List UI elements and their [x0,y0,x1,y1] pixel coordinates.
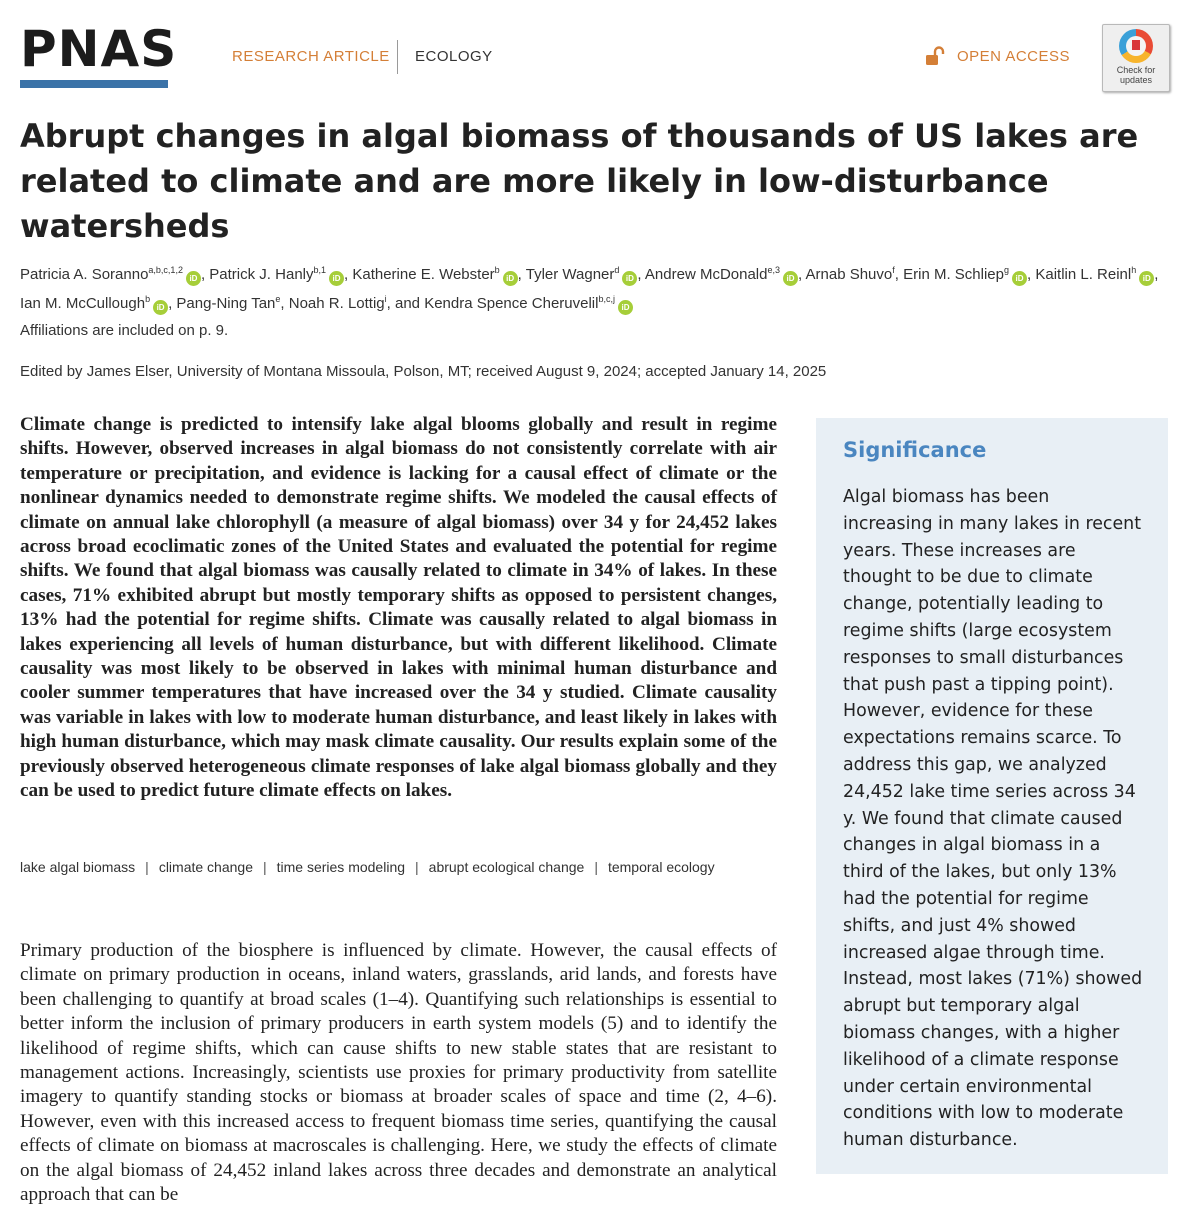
check-for-updates-label: Check for updates [1116,65,1156,85]
orcid-icon[interactable]: iD [153,300,168,315]
header-divider [397,40,398,74]
keyword-separator: | [594,859,598,875]
keyword[interactable]: abrupt ecological change [428,859,585,875]
keyword-separator: | [415,859,419,875]
affiliations-note[interactable]: Affiliations are included on p. 9. [20,322,229,339]
open-access-badge [925,46,1070,66]
keyword-list [20,857,740,877]
crossmark-icon [1119,29,1153,63]
author-name[interactable]: Andrew McDonald [644,266,768,283]
author-affiliation-marker: f [892,265,895,275]
pnas-logo[interactable] [20,20,178,88]
abstract: Climate change is predicted to intensify lake algal blooms globally and result in regime shifts. However, observed increases in algal biomass do not consistently correlate with air temperature or precipitation, and evidence is lacking for a causal effect of climate or the nonlinear dynamics needed to demonstrate regime shifts. We modeled the causal effects of climate on annual lake chlorophyll (a measure of algal biomass) over 34 y for 24,452 lakes across broad ecoclimatic zones of the United States and evaluated the potential for regime shifts. We found that algal biomass was causally related to climate in 34% of lakes. In these cases, 71% exhibited abrupt but mostly temporary shifts as opposed to persistent changes, 13% had the potential for regime shifts. Climate was causally related to algal biomass in lakes experiencing all levels of human disturbance, but with different likelihood. Climate causality was most likely to be observed in lakes with minimal human disturbance and cooler summer temperatures that have increased over the 34 y studied. Climate causality was variable in lakes with low to moderate human disturbance, and least likely in lakes with high human disturbance, which may mask climate causality. Our results explain some of the previously observed heterogeneous climate responses of lake algal biomass globally and they can be used to predict future climate effects on lakes. [20,414,777,802]
logo-underline [20,80,168,88]
author-name[interactable]: Erin M. Schliep [903,266,1004,283]
author-affiliation-marker: d [614,265,620,275]
author-affiliation-marker: g [1003,265,1009,275]
author-name[interactable]: Kendra Spence Cheruvelil [424,295,599,312]
author-affiliation-marker: h [1131,265,1137,275]
keyword[interactable]: climate change [158,859,253,875]
author-affiliation-marker: e,3 [767,265,780,275]
author-affiliation-marker: a,b,c,1,2 [148,265,183,275]
orcid-icon[interactable]: iD [783,271,798,286]
author-name[interactable]: Arnab Shuvo [805,266,893,283]
author-name[interactable]: Patrick J. Hanly [209,266,314,283]
orcid-icon[interactable]: iD [618,300,633,315]
open-access-label: OPEN ACCESS [957,47,1071,65]
journal-name: PNAS [20,20,178,78]
author-affiliation-marker: b,1 [313,265,327,275]
body-paragraph: Primary production of the biosphere is influenced by climate. However, the causal effects of climate on primary production in oceans, inland waters, grasslands, arid lands, and forests have been challenging to quantify at broad scales (1–4). Quantifying such relationships is essential to better inform the inclusion of primary producers in earth system models (5) and to identify the likelihood of regime shifts, which can cause shifts to new stable states that are resistant to management actions. Increasingly, scientists use proxies for primary productivity from satellite imagery to quantify standing stocks or biomass at broader scales of space and time (2, 4–6). However, even with this increased access to frequent biomass time series, quantifying the causal effects of climate on biomass at macroscales is challenging. Here, we study the effects of climate on the algal biomass of 24,452 inland lakes across three decades and demonstrate an analytical approach that can be [20,940,777,1206]
orcid-icon[interactable]: iD [329,271,344,286]
author-affiliation-marker: i [384,294,387,304]
check-for-updates-button[interactable] [1102,24,1170,92]
author-name[interactable]: Katherine E. Webster [352,266,495,283]
author-affiliation-marker: b [494,265,500,275]
significance-text: Algal biomass has been increasing in many lakes in recent years. These increases are thought to be due to climate change, potentially leading to regime shifts (large ecosystem responses to small disturbances that push past a tipping point). However, evidence for these expectations remains scarce. To address this gap, we analyzed 24,452 lake time series across 34 y. We found that climate caused changes in algal biomass in a third of the lakes, but only 13% had the potential for regime shifts, and just 4% showed increased algae through time. Instead, most lakes (71%) showed abrupt but temporary algal biomass changes, with a higher likelihood of a climate response under certain environmental conditions with low to moderate human disturbance. [843,487,1143,1151]
article-type: RESEARCH ARTICLE [232,48,390,65]
article-subject[interactable]: ECOLOGY [415,48,493,65]
author-affiliation-marker: b [145,294,151,304]
article-title: Abrupt changes in algal biomass of thousands of US lakes are related to climate and are more likely in low-disturbance watersheds [20,117,1139,245]
author-name[interactable]: Ian M. McCullough [20,295,146,312]
keyword[interactable]: time series modeling [276,859,406,875]
author-name[interactable]: Tyler Wagner [525,266,615,283]
orcid-icon[interactable]: iD [186,271,201,286]
significance-title: Significance [843,438,987,462]
keyword[interactable]: lake algal biomass [20,859,136,875]
author-name[interactable]: Kaitlin L. Reinl [1035,266,1132,283]
keyword-separator: | [145,859,149,875]
author-affiliation-marker: e [275,294,281,304]
keyword[interactable]: temporal ecology [607,859,715,875]
orcid-icon[interactable]: iD [1012,271,1027,286]
author-name[interactable]: Pang-Ning Tan [176,295,276,312]
open-lock-icon [925,46,947,66]
author-name[interactable]: Noah R. Lottig [288,295,385,312]
author-affiliation-marker: b,c,j [598,294,615,304]
orcid-icon[interactable]: iD [622,271,637,286]
author-name[interactable]: Patricia A. Soranno [20,266,149,283]
orcid-icon[interactable]: iD [1139,271,1154,286]
keyword-separator: | [262,859,267,875]
author-list: Patricia A. Soranno$^{a,b,c,1,2}$iD , Patrick J. Hanly$^{b,1}$iD , Katherine E. Webster$^b$iD , Tyler Wagner$^d$iD , Andrew McDonald$^{e,3}$iD , Arnab Shuvo$^f$, Erin M. Schliep$^g$iD , Kaitlin L. Reinl$^h$iD , Ian M. McCullough$^b$iD , Pang-Ning Tan$^e$, Noah R. Lottig$^i$, and Kendra Spence Cheruvelil$^{b,c,j}$iD [20,258,1170,316]
orcid-icon[interactable]: iD [503,271,518,286]
edited-by: Edited by James Elser, University of Montana Missoula, Polson, MT; received August 9, 2024; accepted January 14, 2025 [20,363,827,380]
significance-box [816,418,1168,1174]
